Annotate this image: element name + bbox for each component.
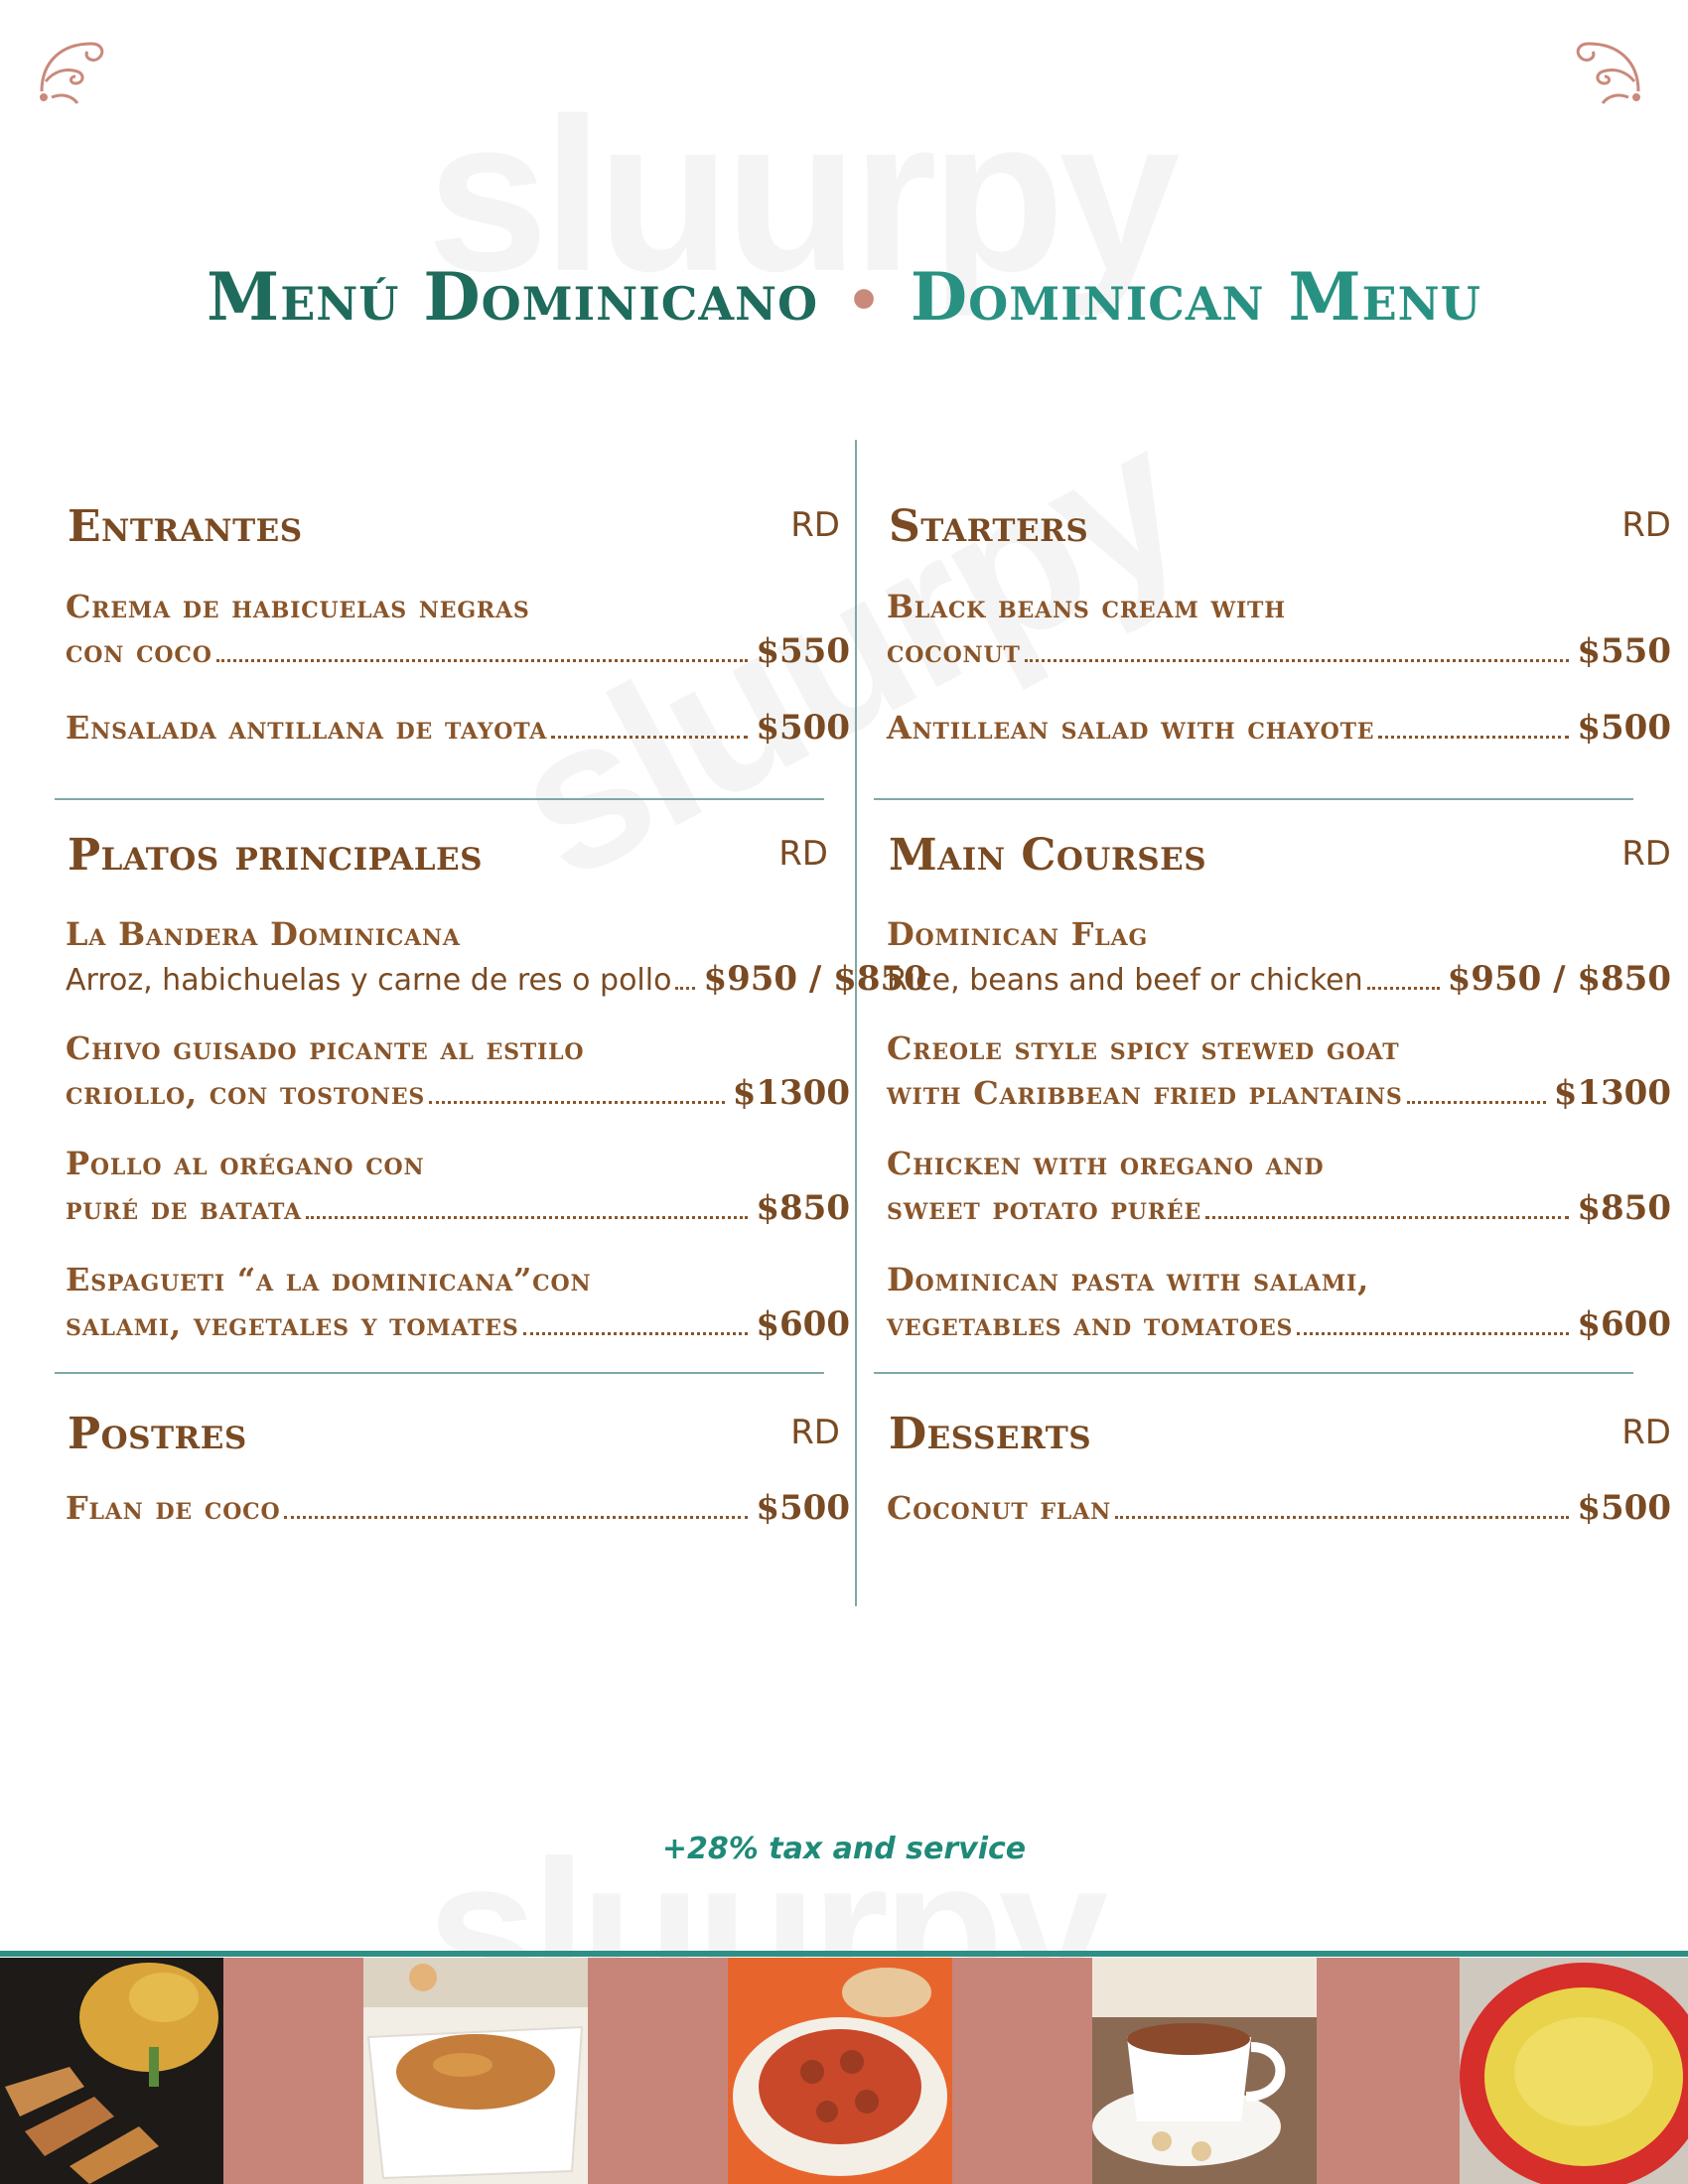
spaghetti-salami-photo <box>728 1958 952 2184</box>
title-english: Dominican Menu <box>910 258 1481 336</box>
item-price: $1300 <box>1553 1073 1671 1113</box>
item-price: $850 <box>756 1188 850 1228</box>
item-price: $500 <box>1577 708 1671 748</box>
item-name-cont: coconut <box>887 632 1021 670</box>
fried-chicken-strips-photo <box>0 1958 223 2184</box>
item-name-cont: vegetables and tomatoes <box>887 1305 1294 1343</box>
menu-item <box>887 915 1671 999</box>
dot-leader <box>1407 1101 1546 1104</box>
item-name: Antillean salad with chayote <box>887 709 1375 747</box>
item-name: Flan de coco <box>66 1489 281 1527</box>
section-desserts-es <box>66 1409 850 1468</box>
menu-item <box>66 915 927 999</box>
tax-note: +28% tax and service <box>661 1832 1027 1866</box>
section-desserts-en <box>887 1409 1671 1468</box>
menu-item <box>887 1145 1671 1228</box>
section-heading: Starters <box>889 501 1089 552</box>
dot-leader <box>1297 1332 1569 1335</box>
item-price: $950 / $850 <box>703 959 927 999</box>
menu-item <box>887 1488 1671 1528</box>
section-divider <box>874 1372 1633 1374</box>
item-description: Rice, beans and beef or chicken <box>887 963 1363 998</box>
section-divider <box>55 1372 824 1374</box>
menu-item <box>887 708 1671 748</box>
dot-leader <box>675 987 695 990</box>
item-name: Pollo al orégano con <box>66 1145 425 1182</box>
item-price: $500 <box>756 708 850 748</box>
currency-label: RD <box>778 834 828 874</box>
item-name-cont: salami, vegetales y tomates <box>66 1305 519 1343</box>
currency-label: RD <box>1621 834 1671 874</box>
photo-strip-border <box>0 1951 1688 1957</box>
item-name-cont: with Caribbean fried plantains <box>887 1074 1403 1112</box>
section-starters-es <box>66 501 850 561</box>
menu-item <box>66 1029 850 1113</box>
item-price: $500 <box>756 1488 850 1528</box>
item-name: Ensalada antillana de tayota <box>66 709 548 747</box>
section-divider <box>874 798 1633 800</box>
item-price: $550 <box>756 631 850 671</box>
currency-label: RD <box>1621 505 1671 545</box>
dot-leader <box>1378 736 1569 739</box>
dot-leader <box>1025 659 1570 662</box>
bean-cream-cup-photo <box>1092 1958 1317 2184</box>
menu-item <box>887 588 1671 671</box>
dot-leader <box>551 736 748 739</box>
menu-item <box>887 1261 1671 1344</box>
item-price: $500 <box>1577 1488 1671 1528</box>
item-price: $850 <box>1577 1188 1671 1228</box>
section-heading: Main Courses <box>889 830 1207 881</box>
page-title <box>0 258 1688 336</box>
item-price: $600 <box>1577 1304 1671 1344</box>
item-name: Dominican Flag <box>887 915 1149 953</box>
menu-item <box>887 1029 1671 1113</box>
section-divider <box>55 798 824 800</box>
menu-item <box>66 588 850 671</box>
flourish-ornament-icon <box>1569 32 1648 111</box>
item-name-cont: criollo, con tostones <box>66 1074 426 1112</box>
flourish-ornament-icon <box>32 32 111 111</box>
item-name: Crema de habicuelas negras <box>66 588 530 625</box>
dot-leader <box>1205 1216 1569 1219</box>
menu-item <box>66 1488 850 1528</box>
coconut-flan-photo <box>1460 1958 1688 2184</box>
menu-item <box>66 1145 850 1228</box>
item-price: $550 <box>1577 631 1671 671</box>
item-name: Espagueti “a la dominicana”con <box>66 1261 592 1298</box>
item-name: Dominican pasta with salami, <box>887 1261 1370 1298</box>
dot-leader <box>429 1101 725 1104</box>
item-name-cont: con coco <box>66 632 212 670</box>
soup-bowl-photo <box>363 1958 588 2184</box>
title-separator-dot: • <box>846 268 883 334</box>
dot-leader <box>1115 1516 1569 1519</box>
dot-leader <box>306 1216 749 1219</box>
section-heading: Desserts <box>889 1409 1092 1459</box>
title-spanish: Menú Dominicano <box>207 258 819 336</box>
item-name: Black beans cream with <box>887 588 1286 625</box>
item-name: La Bandera Dominicana <box>66 915 461 953</box>
item-price: $600 <box>756 1304 850 1344</box>
currency-label: RD <box>1621 1413 1671 1452</box>
menu-item <box>66 1261 850 1344</box>
item-name: Coconut flan <box>887 1489 1111 1527</box>
section-mains-es <box>66 830 850 889</box>
item-price: $950 / $850 <box>1447 959 1671 999</box>
currency-label: RD <box>790 505 840 545</box>
section-heading: Postres <box>68 1409 247 1459</box>
dot-leader <box>284 1516 748 1519</box>
item-name-cont: puré de batata <box>66 1189 302 1227</box>
currency-label: RD <box>790 1413 840 1452</box>
column-divider <box>855 440 857 1606</box>
section-heading: Entrantes <box>68 501 303 552</box>
dot-leader <box>216 659 749 662</box>
menu-item <box>66 708 850 748</box>
dot-leader <box>523 1332 749 1335</box>
item-name: Creole style spicy stewed goat <box>887 1029 1400 1067</box>
item-name-cont: sweet potato purée <box>887 1189 1202 1227</box>
item-name: Chicken with oregano and <box>887 1145 1325 1182</box>
item-price: $1300 <box>732 1073 850 1113</box>
dot-leader <box>1367 987 1440 990</box>
section-heading: Platos principales <box>68 830 484 881</box>
item-name: Chivo guisado picante al estilo <box>66 1029 585 1067</box>
section-starters-en <box>887 501 1671 561</box>
item-description: Arroz, habichuelas y carne de res o pollo <box>66 963 672 998</box>
section-mains-en <box>887 830 1671 889</box>
